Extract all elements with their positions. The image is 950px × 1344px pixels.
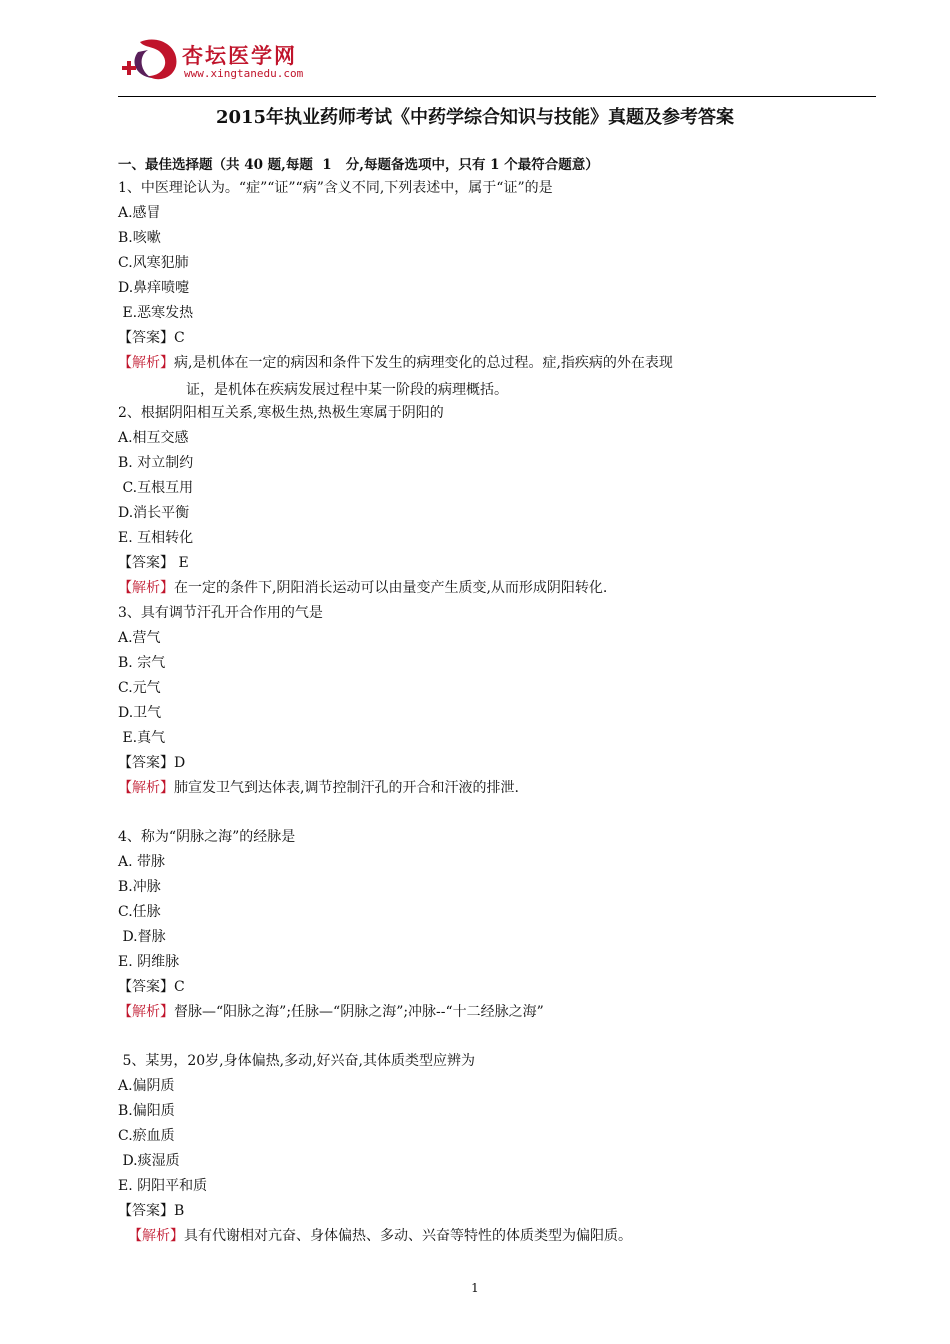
option: A.相互交感 xyxy=(118,430,189,446)
header-divider xyxy=(118,96,876,97)
explanation-line xyxy=(118,579,607,597)
answer-label: 【答案】 xyxy=(118,755,174,771)
explanation-line xyxy=(128,1227,632,1245)
option: E. 互相转化 xyxy=(118,530,194,546)
explanation-text-continued: 证，是机体在疾病发展过程中某一阶段的病理概括。 xyxy=(186,382,508,398)
question-stem: 3、具有调节汗孔开合作用的气是 xyxy=(118,605,323,621)
option: C.瘀血质 xyxy=(118,1128,175,1144)
question-stem: 1、中医理论认为。“症”“证”“病”含义不同,下列表述中，属于“证”的是 xyxy=(118,180,553,196)
option: B.偏阳质 xyxy=(118,1103,175,1119)
option: E.恶寒发热 xyxy=(118,305,194,321)
explanation-label: 【解析】 xyxy=(118,1004,174,1020)
option: D.督脉 xyxy=(118,929,166,945)
explanation-text: 肺宣发卫气到达体表,调节控制汗孔的开合和汗液的排泄. xyxy=(174,780,519,796)
explanation-line xyxy=(118,779,519,797)
answer-label: 【答案】 xyxy=(118,1203,174,1219)
option: C.任脉 xyxy=(118,904,161,920)
answer-value: E xyxy=(174,555,189,571)
answer-line xyxy=(118,1202,184,1220)
answer-value: C xyxy=(174,979,185,995)
explanation-text: 具有代谢相对亢奋、身体偏热、多动、兴奋等特性的体质类型为偏阳质。 xyxy=(184,1228,632,1244)
logo-text: 杏坛医学网 xyxy=(182,44,297,68)
explanation-line xyxy=(118,354,673,372)
answer-value: D xyxy=(174,755,186,771)
answer-value: C xyxy=(174,330,185,346)
answer-label: 【答案】 xyxy=(118,330,174,346)
explanation-label: 【解析】 xyxy=(128,1228,184,1244)
section-heading: 一、最佳选择题（共 40 题,每题 1 分,每题备选项中，只有 1 个最符合题意） xyxy=(118,157,599,173)
option: D.鼻痒喷嚏 xyxy=(118,280,190,296)
question-stem: 5、某男，20岁,身体偏热,多动,好兴奋,其体质类型应辨为 xyxy=(118,1053,475,1069)
option: B.咳嗽 xyxy=(118,230,161,246)
option: A.感冒 xyxy=(118,205,161,221)
option: B. 对立制约 xyxy=(118,455,194,471)
question-stem: 2、根据阴阳相互关系,寒极生热,热极生寒属于阴阳的 xyxy=(118,405,444,421)
answer-line xyxy=(118,978,185,996)
option: E. 阴阳平和质 xyxy=(118,1178,208,1194)
explanation-label: 【解析】 xyxy=(118,580,174,596)
explanation-label: 【解析】 xyxy=(118,780,174,796)
option: C.风寒犯肺 xyxy=(118,255,189,271)
answer-line xyxy=(118,329,185,347)
answer-line xyxy=(118,754,185,772)
answer-label: 【答案】 xyxy=(118,555,174,571)
option: B. 宗气 xyxy=(118,655,166,671)
page-title: 2015年执业药师考试《中药学综合知识与技能》真题及参考答案 xyxy=(215,107,735,128)
option: C.互根互用 xyxy=(118,480,194,496)
option: D.消长平衡 xyxy=(118,505,190,521)
option: A. 带脉 xyxy=(118,854,166,870)
answer-line xyxy=(118,554,189,572)
explanation-label: 【解析】 xyxy=(118,355,174,371)
answer-value: B xyxy=(174,1203,185,1219)
option: E.真气 xyxy=(118,730,166,746)
option: D.卫气 xyxy=(118,705,162,721)
option: D.痰湿质 xyxy=(118,1153,180,1169)
explanation-text: 病,是机体在一定的病因和条件下发生的病理变化的总过程。症,指疾病的外在表现 xyxy=(174,355,673,371)
option: E. 阴维脉 xyxy=(118,954,180,970)
question-stem: 4、称为“阴脉之海”的经脉是 xyxy=(118,829,296,845)
option: A.偏阴质 xyxy=(118,1078,175,1094)
page-number: 1 xyxy=(471,1281,479,1295)
answer-label: 【答案】 xyxy=(118,979,174,995)
explanation-line xyxy=(118,1003,544,1021)
option: A.营气 xyxy=(118,630,161,646)
option: C.元气 xyxy=(118,680,161,696)
explanation-text: 督脉—“阳脉之海”;任脉—“阴脉之海”;冲脉--“十二经脉之海” xyxy=(174,1004,544,1020)
option: B.冲脉 xyxy=(118,879,161,895)
explanation-text: 在一定的条件下,阴阳消长运动可以由量变产生质变,从而形成阴阳转化. xyxy=(174,580,608,596)
logo-url: www.xingtanedu.com xyxy=(184,67,304,80)
